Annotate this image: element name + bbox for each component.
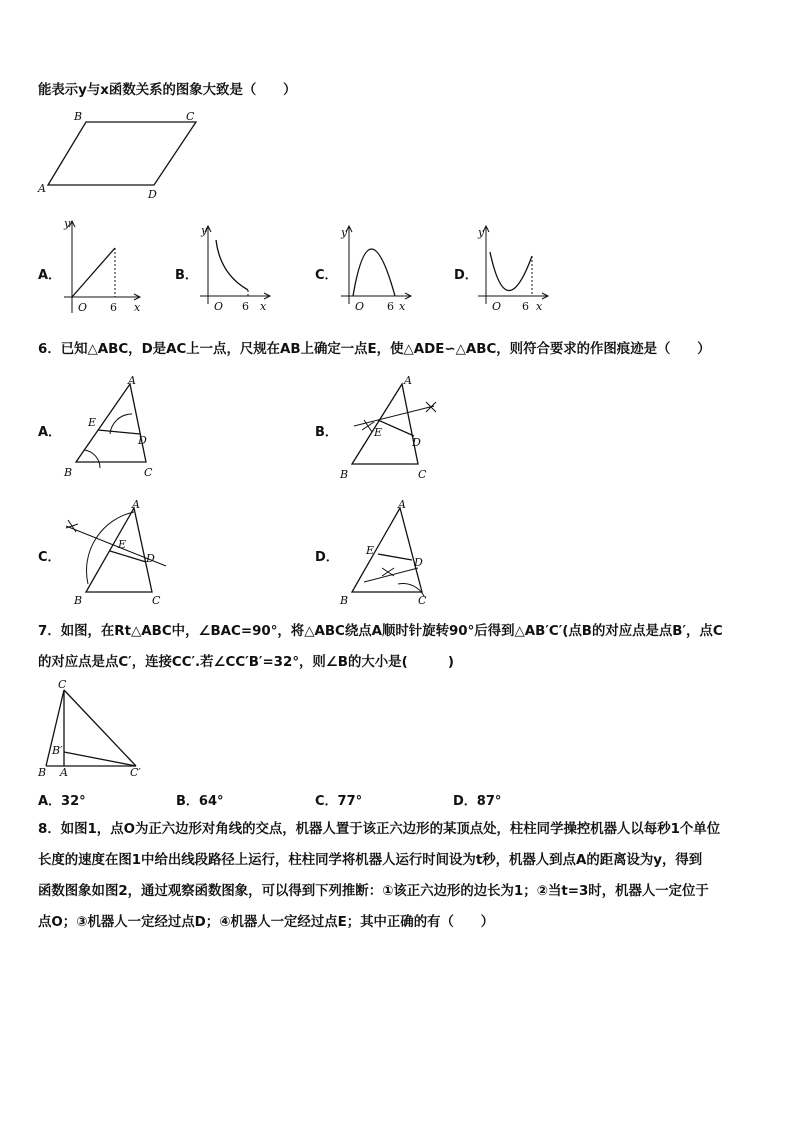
svg-text:A: A [404, 374, 412, 387]
svg-text:D: D [412, 436, 421, 449]
svg-text:6: 6 [110, 301, 117, 314]
svg-text:x: x [134, 301, 141, 314]
svg-text:B: B [64, 466, 73, 479]
svg-text:O: O [214, 300, 224, 313]
svg-text:D: D [138, 434, 147, 447]
svg-text:A: A [398, 498, 406, 511]
q6-stem: 6．已知△ABC，D是AC上一点，尺规在AB上确定一点E，使△ADE∽△ABC，则符合要求的作图痕迹是（ ） [38, 342, 711, 357]
q6-option-a-label[interactable]: A． [38, 425, 62, 440]
svg-text:y: y [201, 224, 208, 237]
q7-figure [36, 678, 156, 778]
q7-option-d[interactable]: D．87° [453, 794, 502, 809]
svg-text:E: E [366, 544, 375, 557]
q5-option-b-label[interactable]: B． [175, 268, 198, 283]
svg-text:x: x [260, 300, 267, 313]
label-D: D [148, 188, 157, 201]
svg-text:D: D [414, 556, 423, 569]
q6-option-d-label[interactable]: D． [315, 550, 339, 565]
svg-text:C: C [58, 678, 67, 691]
svg-text:C′: C′ [130, 766, 141, 779]
svg-text:6: 6 [522, 300, 529, 313]
q5-option-c-label[interactable]: C． [315, 268, 338, 283]
svg-text:B: B [38, 766, 47, 779]
svg-text:6: 6 [242, 300, 249, 313]
q8-line1: 8．如图1，点O为正六边形对角线的交点，机器人置于该正六边形的某顶点处，柱柱同学操控机器人以每秒1个单位 [38, 822, 721, 837]
label-B: B [74, 110, 83, 123]
svg-text:A: A [132, 498, 140, 511]
svg-text:B: B [340, 468, 349, 481]
q8-line4: 点O；③机器人一定经过点D；④机器人一定经过点E；其中正确的有（ ） [38, 915, 495, 930]
q6-figure-b[interactable] [338, 372, 448, 482]
q5-stem: 能表示y与x函数关系的图象大致是（ ） [38, 83, 297, 98]
q6-figure-c[interactable] [62, 496, 172, 606]
q8-line2: 长度的速度在图1中给出线段路径上运行，柱柱同学将机器人运行时间设为t秒，机器人到点A的距离设为y，得到 [38, 853, 703, 868]
svg-text:y: y [64, 217, 71, 230]
svg-text:D: D [146, 552, 155, 565]
parallelogram-figure [36, 110, 206, 205]
q7-option-a[interactable]: A．32° [38, 794, 86, 809]
svg-text:C: C [152, 594, 161, 607]
q5-graph-a[interactable] [58, 215, 148, 325]
q6-figure-d[interactable] [338, 496, 448, 606]
q7-option-c[interactable]: C．77° [315, 794, 363, 809]
svg-text:x: x [536, 300, 543, 313]
q6-option-c-label[interactable]: C． [38, 550, 61, 565]
q6-option-b-label[interactable]: B． [315, 425, 338, 440]
q5-graph-b[interactable] [196, 222, 276, 322]
q7-stem-line2: 的对应点是点C′，连接CC′.若∠CC′B′=32°，则∠B的大小是( ) [38, 655, 454, 670]
svg-text:x: x [399, 300, 406, 313]
svg-text:C: C [418, 594, 427, 607]
svg-text:A: A [128, 374, 136, 387]
svg-text:B: B [340, 594, 349, 607]
svg-text:E: E [374, 426, 383, 439]
svg-text:y: y [341, 226, 348, 239]
svg-text:O: O [355, 300, 365, 313]
svg-text:B: B [74, 594, 83, 607]
q6-figure-a[interactable] [62, 372, 172, 482]
q5-graph-d[interactable] [474, 222, 554, 322]
label-A: A [38, 182, 46, 195]
svg-text:6: 6 [387, 300, 394, 313]
svg-text:O: O [78, 301, 88, 314]
q7-option-b[interactable]: B．64° [176, 794, 224, 809]
svg-text:C: C [144, 466, 153, 479]
svg-text:B′: B′ [52, 744, 63, 757]
q7-stem-line1: 7．如图，在Rt△ABC中，∠BAC=90°，将△ABC绕点A顺时针旋转90°后得到△AB′C′(点B的对应点是点B′，点C [38, 624, 723, 639]
svg-text:y: y [478, 226, 485, 239]
svg-text:E: E [88, 416, 97, 429]
q5-option-d-label[interactable]: D． [454, 268, 478, 283]
label-C: C [186, 110, 195, 123]
svg-text:A: A [60, 766, 68, 779]
q5-graph-c[interactable] [337, 222, 417, 322]
svg-text:E: E [118, 538, 127, 551]
svg-text:O: O [492, 300, 502, 313]
q8-line3: 函数图象如图2，通过观察函数图象，可以得到下列推断：①该正六边形的边长为1；②当t=3时，机器人一定位于 [38, 884, 709, 899]
svg-text:C: C [418, 468, 427, 481]
q5-option-a-label[interactable]: A． [38, 268, 62, 283]
